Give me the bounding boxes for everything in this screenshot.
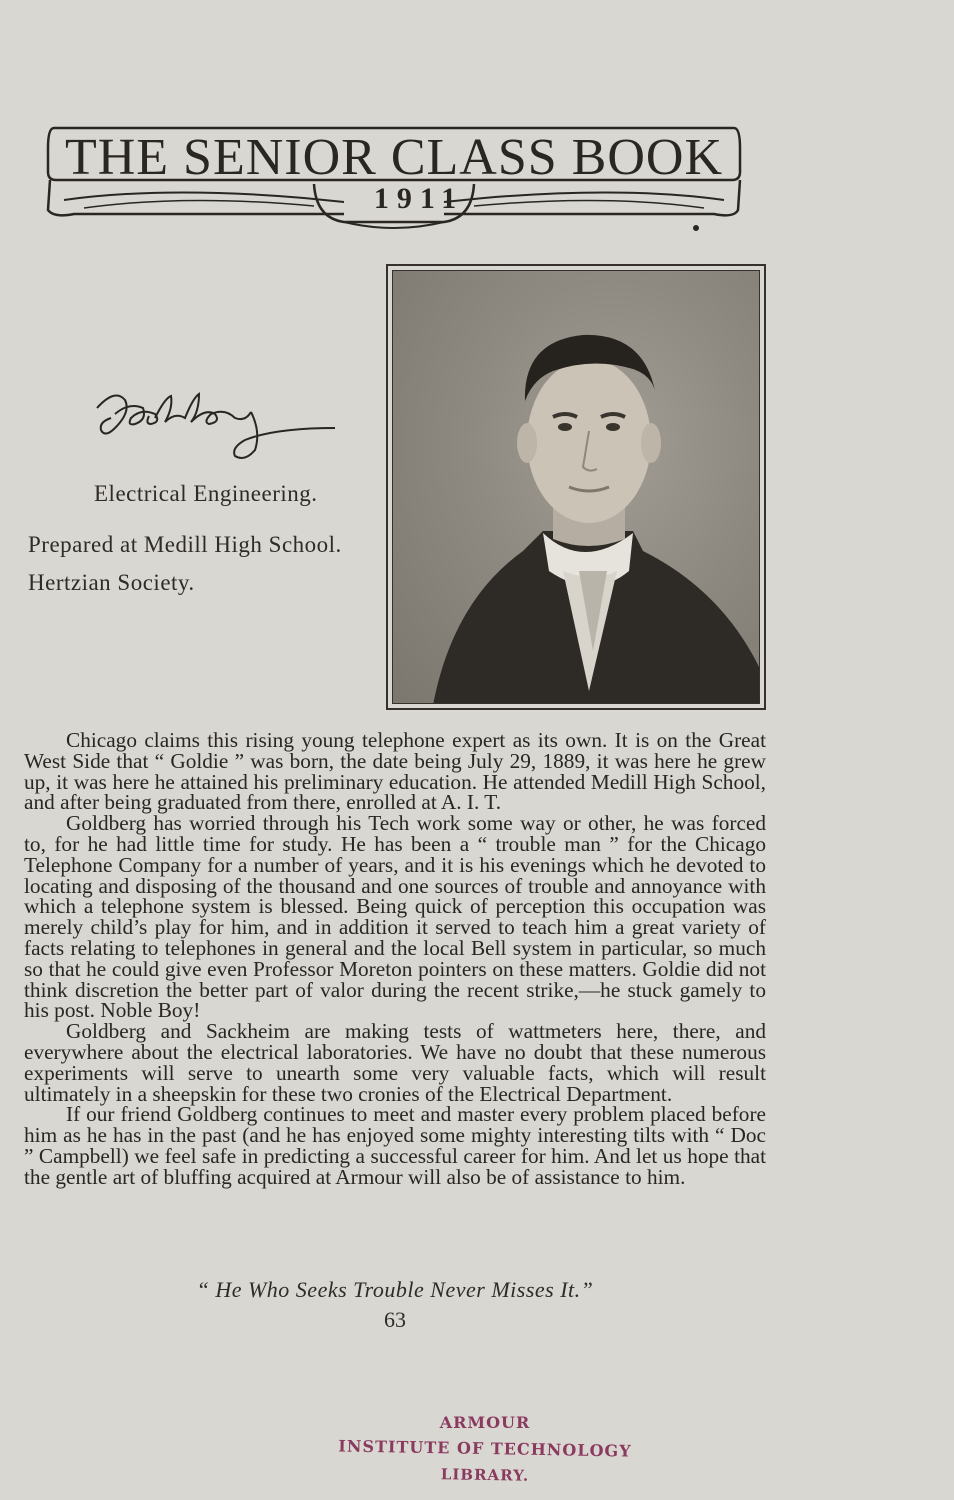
motto-quote: “ He Who Seeks Trouble Never Misses It.” xyxy=(196,1277,594,1302)
stamp-line-library: LIBRARY. xyxy=(440,1465,530,1485)
biography-paragraph: Goldberg and Sackheim are making tests of wattmeters here, there, and everywhere about the electrical laboratories. We have no doubt that these numerous experiments will serve to unearth some very valuable facts, which will result ultimately in a sheepskin for these two cronies of the Electrical Department. xyxy=(24,1019,766,1106)
library-stamp xyxy=(300,1410,670,1488)
biography-text xyxy=(24,730,766,1188)
biography-paragraph: Chicago claims this rising young telephone expert as its own. It is on the Great West Side that “ Goldie ” was born, the date being July 29, 1889, it was here he grew up, it was here he attained his preliminary education. He attended Medill High School, and after being graduated from there, enrolled at A. I. T. xyxy=(24,728,766,815)
department-text: Electrical Engineering. xyxy=(94,481,318,506)
book-title: THE SENIOR CLASS BOOK xyxy=(64,129,724,186)
prepared-school-text: Prepared at Medill High School. xyxy=(28,532,342,557)
handwritten-signature xyxy=(85,378,345,468)
book-year: 1911 xyxy=(373,182,465,215)
portrait-figure xyxy=(393,271,760,704)
biography-paragraph: If our friend Goldberg continues to meet and master every problem placed before him as he has in the past (and he has enjoyed some mighty interesting tilts with “ Doc ” Campbell) we feel safe in predicting a successful career for him. And let us hope that the gentle art of bluffing acquired at Armour will also be of assistance to him. xyxy=(24,1102,766,1189)
class-book-banner xyxy=(44,118,744,236)
portrait-photo xyxy=(386,264,766,710)
stamp-line-armour: ARMOUR xyxy=(439,1413,531,1432)
page-number: 63 xyxy=(384,1307,406,1332)
stamp-line-institute: INSTITUTE OF TECHNOLOGY xyxy=(338,1436,632,1461)
biography-paragraph: Goldberg has worried through his Tech work some way or other, he was forced to, for he had little time for study. He has been a “ trouble man ” for the Chicago Telephone Company for a number of years, and it is his evenings which he devoted to locating and disposing of the thousand and one sources of trouble and annoyance with which a telephone system is blessed. Being quick of perception this occupation was merely child’s play for him, and in addition it served to teach him a great variety of facts relating to telephones in general and the local Bell system in particular, so much so that he could give even Professor Moreton pointers on these matters. Goldie did not think discretion the better part of valor during the recent strike,—he stuck gamely to his post. Noble Boy! xyxy=(24,811,766,1023)
society-text: Hertzian Society. xyxy=(28,570,195,595)
